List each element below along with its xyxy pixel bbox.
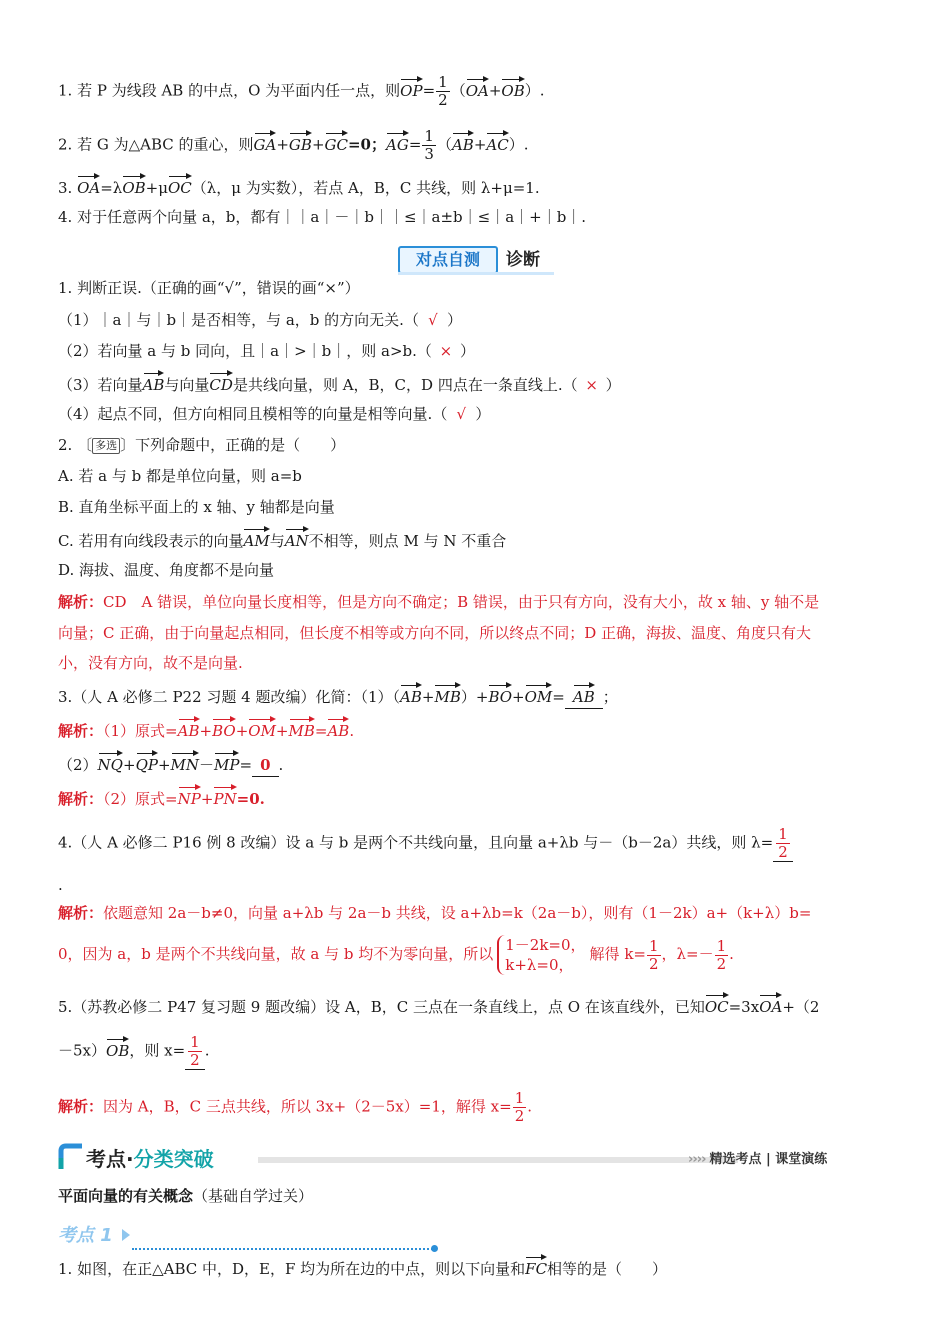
- summary-item-3: 3. OA=λOB+μOC（λ，μ 为实数），若点 A，B，C 共线，则 λ+μ=1.: [58, 174, 898, 199]
- q2-option-d: D. 海拔、温度、角度都不是向量: [58, 561, 275, 579]
- q4-solution-line-2: 0，因为 a，b 是两个不共线向量，故 a 与 b 均不为零向量，所以 1－2k=0， k+λ=0， 解得 k= $\frac{1}{2}$ ，λ=－ $\frac{1}{2}$ .: [58, 936, 734, 974]
- q5-solution: 解析：因为 A，B，C 三点共线，所以 3x+（2－5x）=1，解得 x= $\frac{1}{2}$ .: [58, 1089, 533, 1125]
- diagnosis-tag: 诊断: [506, 250, 540, 270]
- kaodian-subtitle: ›››› 精选考点 | 课堂演练: [688, 1152, 828, 1167]
- rule-end-dot: [431, 1245, 438, 1252]
- summary-item-1: 1. 若 P 为线段 AB 的中点，O 为平面内任一点，则OP= $\frac{1}{2}$ （OA+OB）.: [58, 73, 545, 109]
- kaodian-section-header: [58, 1143, 898, 1177]
- q2-solution-line-3: 小，没有方向，故不是向量.: [58, 654, 243, 672]
- fraction-half: $\frac{1}{2}$: [438, 73, 448, 109]
- answer-mark: ×: [585, 376, 598, 394]
- answer-blank: $\frac{1}{2}$: [185, 1034, 205, 1070]
- kaodian-question-1: 1. 如图，在正△ABC 中，D，E，F 均为所在边的中点，则以下向量和FC相等的是（ ）: [58, 1255, 898, 1280]
- solution-label: 解析：: [58, 723, 104, 740]
- dotted-rule: [132, 1248, 436, 1250]
- answer-blank: AB: [565, 683, 603, 709]
- q5-stem-line-1: 5.（苏教必修二 P47 复习题 9 题改编）设 A，B，C 三点在一条直线上，点 O 在该直线外，已知OC=3xOA+（2: [58, 993, 898, 1018]
- header-rule: [258, 1157, 738, 1163]
- summary-item-4: 4. 对于任意两个向量 a，b，都有｜｜a｜－｜b｜｜≤｜a±b｜≤｜a｜+｜b｜.: [58, 208, 587, 226]
- vector-op: OP: [400, 77, 422, 102]
- answer-mark: √: [428, 311, 438, 329]
- multi-select-badge: 多选: [92, 438, 120, 454]
- self-test-label: 对点自测: [398, 246, 498, 274]
- q3-solution-2: 解析：（2）原式=NP+PN=0.: [58, 785, 898, 811]
- chevrons-icon: ››››: [688, 1152, 706, 1167]
- q3-solution-1: 解析：（1）原式=AB+BO+OM+MB=AB.: [58, 717, 898, 743]
- q1-item-2: （2）若向量 a 与 b 同向，且｜a｜>｜b｜，则 a>b.（ × ）: [58, 342, 475, 360]
- q5-stem-line-2: －5x）OB，则 x= $\frac{1}{2}$ .: [58, 1033, 210, 1069]
- q3-part-2: （2）NQ+QP+MN－MP= 0 .: [58, 751, 898, 777]
- triangle-right-icon: [122, 1229, 130, 1241]
- q1-item-3: （3）若向量AB与向量CD是共线向量，则 A，B，C，D 四点在一条直线上.（ × ）: [58, 371, 898, 396]
- solution-label: 解析：: [58, 905, 104, 922]
- summary-item-2: 2. 若 G 为△ABC 的重心，则GA+GB+GC=0；AG= $\frac{1}{3}$ （AB+AC）.: [58, 127, 529, 163]
- q4-stem: 4.（人 A 必修二 P16 例 8 改编）设 a 与 b 是两个不共线向量，且向量 a+λb 与－（b－2a）共线，则 λ= $\frac{1}{2}$: [58, 826, 898, 862]
- banner-underline: [398, 272, 554, 275]
- q3-part-1: 3.（人 A 必修二 P22 习题 4 题改编）化简：（1）（AB+MB）+BO+OM= AB ；: [58, 683, 898, 709]
- answer-blank: $\frac{1}{2}$: [773, 826, 793, 862]
- q1-stem: 1. 判断正误.（正确的画“√”，错误的画“×”）: [58, 279, 360, 297]
- q1-item-4: （4）起点不同，但方向相同且模相等的向量是相等向量.（ √ ）: [58, 405, 491, 423]
- q4-solution-line-1: 解析：依题意知 2a－b≠0，向量 a+λb 与 2a－b 共线，设 a+λb=k（2a－b），则有（1－2k）a+（k+λ）b=: [58, 904, 812, 922]
- answer-mark: ×: [439, 342, 453, 360]
- section-hook-icon: [58, 1143, 84, 1171]
- self-test-banner: [398, 244, 554, 274]
- q4-dot: .: [58, 876, 63, 894]
- solution-label: 解析：: [58, 594, 104, 611]
- q1-item-1: （1）｜a｜与｜b｜是否相等，与 a，b 的方向无关.（ √ ）: [58, 311, 462, 329]
- answer-blank: 0: [252, 754, 278, 777]
- fraction-third: $\frac{1}{3}$: [424, 127, 434, 163]
- q2-option-b: B. 直角坐标平面上的 x 轴、y 轴都是向量: [58, 498, 335, 516]
- equation-system: 1－2k=0， k+λ=0，: [497, 935, 585, 975]
- solution-label: 解析：: [58, 791, 104, 808]
- solution-label: 解析：: [58, 1098, 104, 1116]
- q2-solution-line-2: 向量；C 正确，由于向量起点相同，但长度不相等或方向不同，所以终点不同；D 正确，海拔、温度、角度只有大: [58, 624, 812, 642]
- answer-mark: √: [456, 405, 467, 423]
- q2-option-a: A. 若 a 与 b 都是单位向量，则 a=b: [58, 467, 302, 485]
- kaodian-title: 考点·分类突破: [86, 1147, 214, 1171]
- topic-subheading: 平面向量的有关概念（基础自学过关）: [58, 1187, 314, 1205]
- q2-stem: 2. 〔 多选 〕下列命题中，正确的是（ ）: [58, 436, 346, 454]
- q2-option-c: C. 若用有向线段表示的向量AM与AN不相等，则点 M 与 N 不重合: [58, 527, 898, 552]
- kaodian-1-marker: 考点 1: [58, 1222, 438, 1252]
- q2-solution-line-1: 解析：CD A 错误，单位向量长度相等，但是方向不确定；B 错误，由于只有方向，没有大小，故 x 轴、y 轴不是: [58, 593, 820, 611]
